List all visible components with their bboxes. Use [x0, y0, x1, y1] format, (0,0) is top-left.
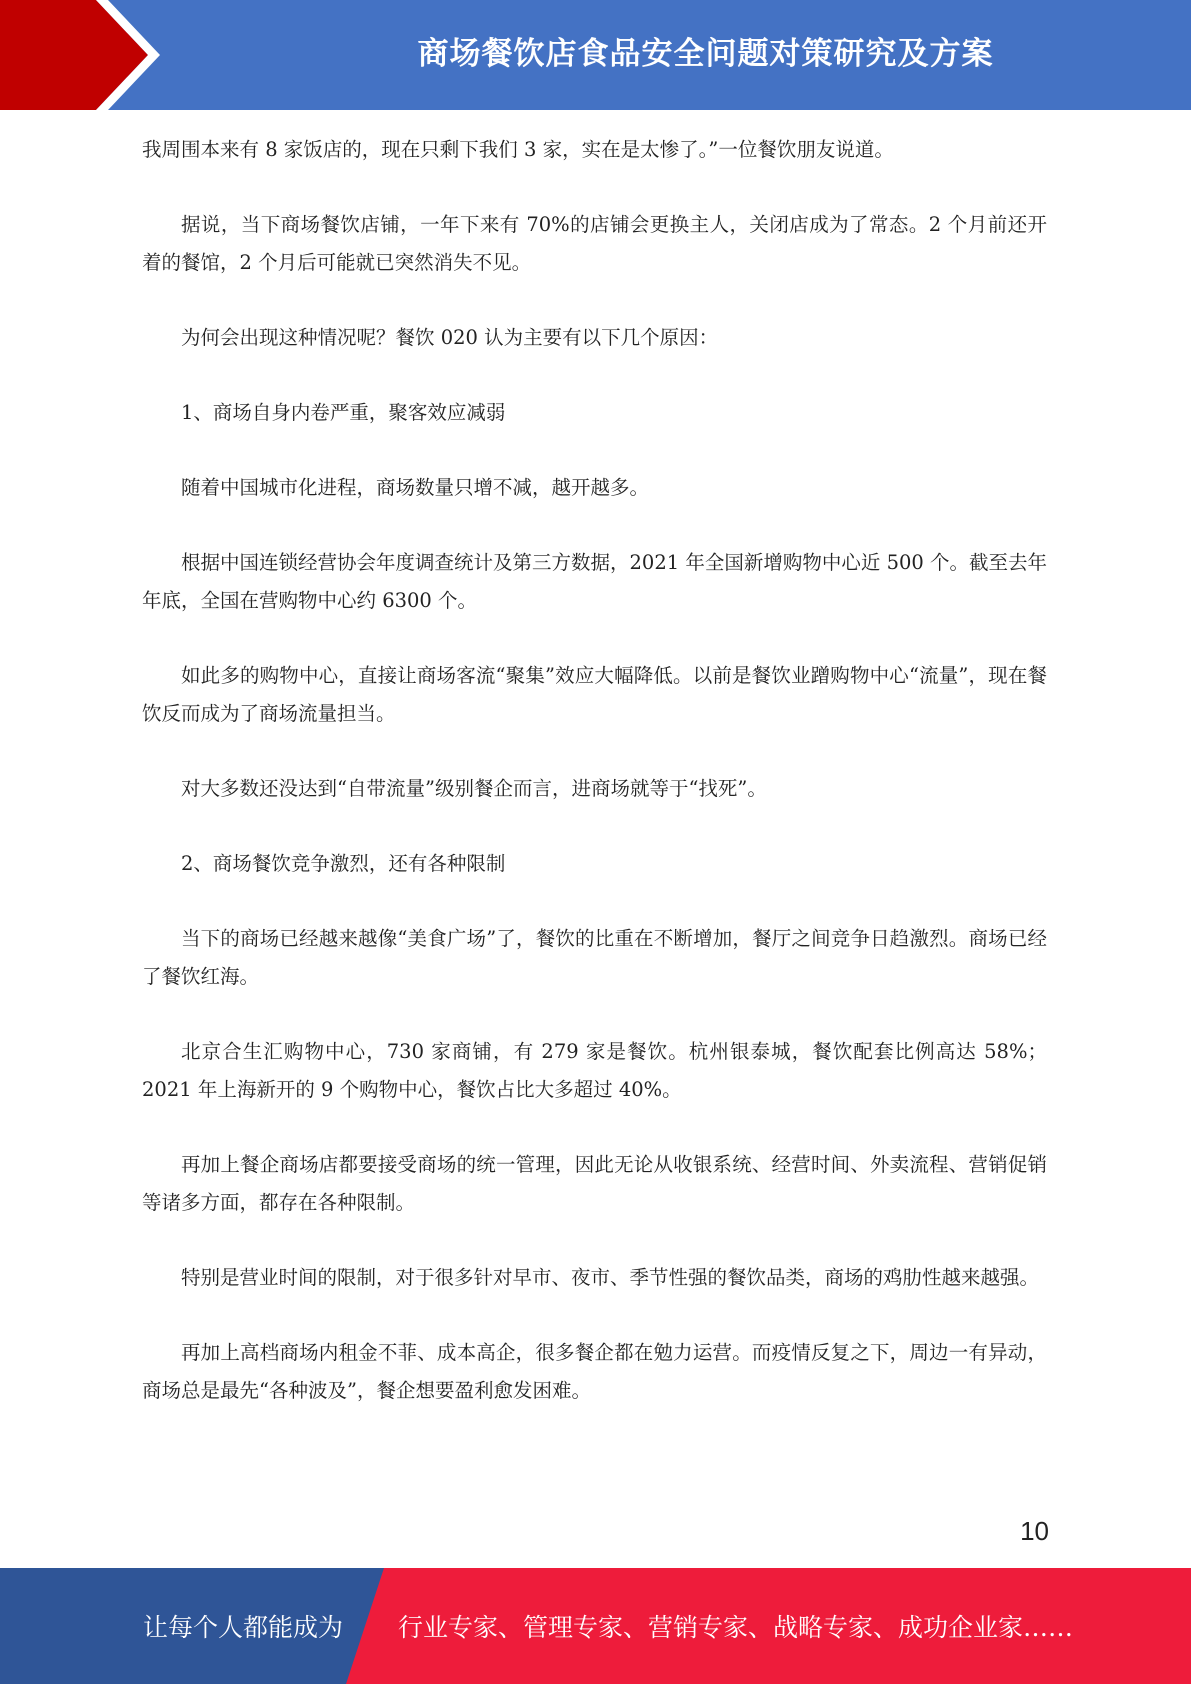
- section-heading: 2、商场餐饮竞争激烈，还有各种限制: [181, 852, 506, 875]
- footer-slogan-left: 让每个人都能成为: [143, 1613, 344, 1642]
- page-header: [0, 0, 1191, 110]
- paragraph: 北京合生汇购物中心，730 家商铺，有 279 家是餐饮。杭州银泰城，餐饮配套比例高达 58%；2021 年上海新开的 9 个购物中心，餐饮占比大多超过 40%。: [142, 1040, 1047, 1101]
- paragraph: 随着中国城市化进程，商场数量只增不减，越开越多。: [181, 476, 650, 499]
- page-title: 商场餐饮店食品安全问题对策研究及方案: [417, 35, 994, 72]
- paragraph: 我周围本来有 8 家饭店的，现在只剩下我们 3 家，实在是太惨了。”一位餐饮朋友说道。: [142, 138, 894, 161]
- paragraph: 据说，当下商场餐饮店铺，一年下来有 70%的店铺会更换主人，关闭店成为了常态。2 个月前还开着的餐馆，2 个月后可能就已突然消失不见。: [142, 213, 1047, 274]
- section-heading: 1、商场自身内卷严重，聚客效应减弱: [181, 401, 506, 424]
- paragraph: 根据中国连锁经营协会年度调查统计及第三方数据，2021 年全国新增购物中心近 500 个。截至去年年底，全国在营购物中心约 6300 个。: [142, 551, 1047, 612]
- article-body: [142, 131, 1047, 1447]
- page-footer: [0, 1568, 1191, 1684]
- paragraph: 为何会出现这种情况呢？餐饮 020 认为主要有以下几个原因：: [181, 326, 719, 349]
- paragraph: 特别是营业时间的限制，对于很多针对早市、夜市、季节性强的餐饮品类，商场的鸡肋性越来越强。: [181, 1266, 1040, 1289]
- paragraph: 对大多数还没达到“自带流量”级别餐企而言，进商场就等于“找死”。: [181, 777, 767, 800]
- footer-slogan-right: 行业专家、管理专家、营销专家、战略专家、成功企业家……: [398, 1613, 1074, 1642]
- paragraph: 再加上餐企商场店都要接受商场的统一管理，因此无论从收银系统、经营时间、外卖流程、营销促销等诸多方面，都存在各种限制。: [142, 1153, 1047, 1214]
- paragraph: 如此多的购物中心，直接让商场客流“聚集”效应大幅降低。以前是餐饮业蹭购物中心“流量”，现在餐饮反而成为了商场流量担当。: [142, 664, 1047, 725]
- paragraph: 再加上高档商场内租金不菲、成本高企，很多餐企都在勉力运营。而疫情反复之下，周边一有异动，商场总是最先“各种波及”，餐企想要盈利愈发困难。: [142, 1341, 1047, 1402]
- paragraph: 当下的商场已经越来越像“美食广场”了，餐饮的比重在不断增加，餐厅之间竞争日趋激烈。商场已经了餐饮红海。: [142, 927, 1047, 988]
- page-number: 10: [1020, 1516, 1049, 1546]
- header-red-arrow: [0, 0, 148, 110]
